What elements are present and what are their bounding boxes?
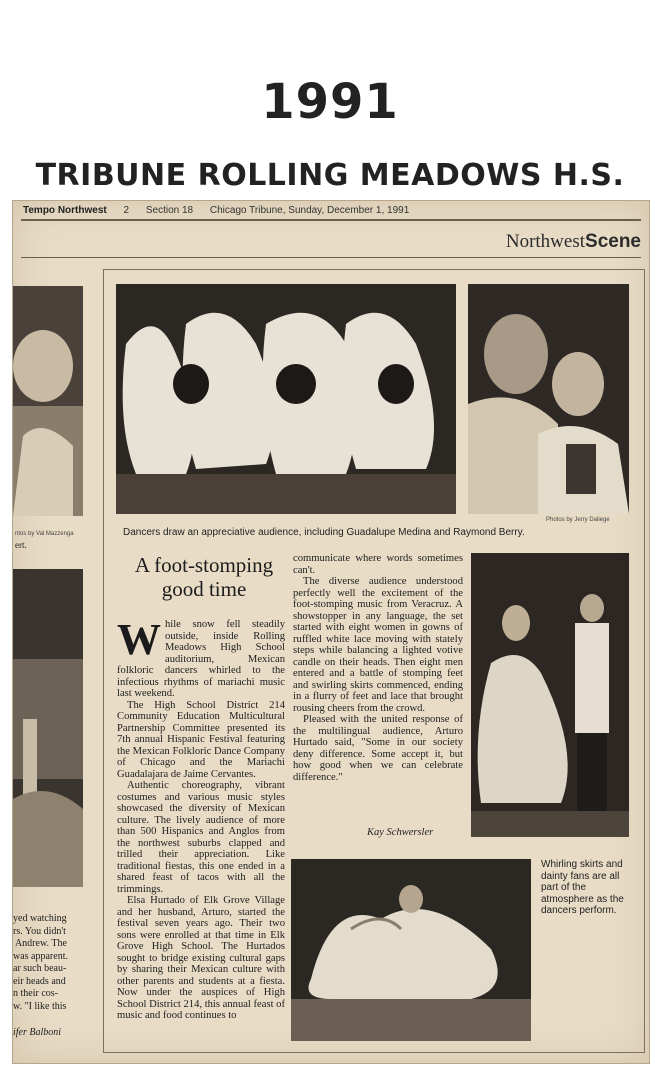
- left-partial-photo-bottom: [13, 569, 83, 887]
- drop-cap: W: [117, 615, 161, 664]
- clipping-masthead: [23, 205, 409, 216]
- top-photo-credit: Photos by Jerry Daliege: [546, 517, 610, 523]
- top-photo-caption: Dancers draw an appreciative audience, including Guadalupe Medina and Raymond Berry.: [123, 527, 525, 538]
- left-fragment-top: ert.: [15, 540, 27, 550]
- left-fragment-text: yed watching rs. You didn't Andrew. The was apparent. ar such beau- eir heads and n their cos- w. "I like this: [13, 913, 68, 1012]
- page-title: TRIBUNE ROLLING MEADOWS H.S.: [35, 158, 625, 193]
- article-byline: Kay Schwersler: [367, 827, 434, 838]
- scene-label-scene: Scene: [585, 231, 641, 252]
- newspaper-clipping: [12, 200, 650, 1064]
- article-headline: A foot-stomping good time: [134, 553, 274, 601]
- scene-rule: [21, 257, 641, 258]
- section-number: Section 18: [145, 205, 194, 216]
- paragraph-2: The High School District 214 Community Education Multicultural Partnership Committee presented its 7th annual Hispanic Festival featuring the Mexican Folkloric Dance Company of Chicago and the Mariachi Guadalajara de Jaime Cervantes.: [117, 699, 285, 780]
- whirling-skirts-photo: [291, 859, 531, 1041]
- article-column-1: [117, 615, 285, 1022]
- paragraph-4: Elsa Hurtado of Elk Grove Village and her husband, Arturo, started the festival seven years ago. Their two sons were enrolled at that time in Elk Grove High School. The Hurtados sought to bridge existing cultural gaps by sharing their Mexican culture with other parents and students at a fiesta. Now under the auspices of High School District 214, this annual feast of music and food continues to: [117, 895, 285, 1021]
- left-photo-credit: ntos by Val Mazzenga: [15, 531, 74, 537]
- paragraph-3: Authentic choreography, vibrant costumes and various music styles showcased the diversity of Mexican culture. The lively audience of more than 500 Hispanics and Anglos from the northwest suburbs clapped and trilled their appreciation. Like traditional fiestas, this one ended in a shared feast of tacos with all the trimmings.: [117, 780, 285, 895]
- paper-date: Chicago Tribune, Sunday, December 1, 1991: [209, 205, 410, 216]
- paragraph-1: While snow fell steadily outside, inside Rolling Meadows High School auditorium, Mexican folkloric dancers whirled to the infectious rhythms of mariachi music last weekend.: [117, 615, 285, 699]
- bottom-photo-caption: Whirling skirts and dainty fans are all part of the atmosphere as the dancers perform.: [541, 859, 624, 916]
- left-partial-photo-top: [13, 286, 83, 516]
- paragraph-7: Pleased with the united response of the multilingual audience, Arturo Hurtado said, "Some in our society deny difference. Some accept it, but how good when we can celebrate difference.": [293, 714, 463, 783]
- masthead-rule: [21, 219, 641, 221]
- scene-label: [506, 231, 641, 253]
- couple-dance-photo: [471, 553, 629, 837]
- scene-label-northwest: Northwest: [505, 231, 586, 252]
- page-year: 1991: [261, 74, 399, 130]
- page-number: 2: [123, 205, 130, 216]
- article-column-2: [293, 553, 463, 783]
- paragraph-5: communicate where words sometimes can't.: [293, 553, 463, 576]
- section-label: Tempo Northwest: [23, 205, 107, 216]
- paragraph-6: The diverse audience understood perfectly well the excitement of the foot-stomping music from Veracruz. A showstopper in any language, the set started with eight women in gowns of ruffled white lace moving with stately steps while balancing a lighted votive candle on their heads. Then eight men entered and a battle of stomping feet and swirling skirts commenced, ending in a flurry of feet and lace that brought rousing cheers from the crowd.: [293, 576, 463, 714]
- audience-photo: [468, 284, 629, 514]
- dancers-photo: [116, 284, 456, 514]
- left-fragment-signature: ifer Balboni: [13, 1027, 62, 1038]
